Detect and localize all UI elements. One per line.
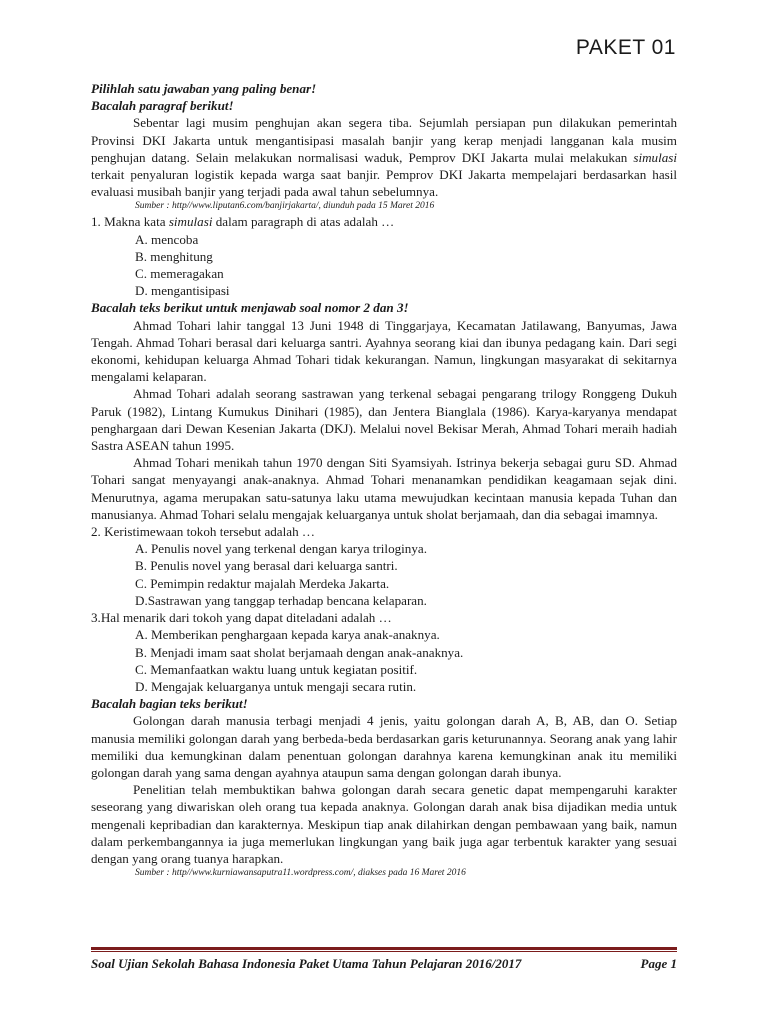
footer-divider-thin [91, 951, 677, 952]
q2-option-a: A. Penulis novel yang terkenal dengan karya triloginya. [135, 541, 427, 557]
paragraph-text: terkait penyaluran logistik kepada warga saat banjir. Pemprov DKI Jakarta mempelajari berdasarkan hasil evaluasi musibah banjir yang terjadi pada awal tahun sebelumnya. [91, 167, 677, 200]
exam-content [91, 80, 677, 880]
question-1 [91, 213, 677, 230]
q3-option-b: B. Menjadi imam saat sholat berjamaah dengan anak-anaknya. [135, 644, 464, 660]
page-number: Page 1 [640, 956, 677, 971]
section1-paragraph [91, 114, 677, 200]
q1-option-a: A. mencoba [135, 231, 199, 247]
q1-option-d: D. mengantisipasi [135, 283, 230, 299]
section2-paragraph-1: Ahmad Tohari lahir tanggal 13 Juni 1948 di Tinggarjaya, Kecamatan Jatilawang, Banyumas, Jawa Tengah. Ahmad Tohari berasal dari keluarga santri. Ayahnya seorang kiai dan ibunya pedagang kain. Dari segi ekonomi, kehidupan keluarga Ahmad Tohari tidak kekurangan. Namun, lingkungan masyarakat di sekitarnya mengalami kelaparan. [91, 317, 677, 385]
paragraph-italic-word: simulasi [633, 149, 677, 165]
q2-option-c: C. Pemimpin redaktur majalah Merdeka Jakarta. [135, 575, 390, 591]
section2-paragraph-3: Ahmad Tohari menikah tahun 1970 dengan Siti Syamsiyah. Istrinya bekerja sebagai guru SD. Ahmad Tohari sangat menyayangi anak-anaknya. Ahmad Tohari menanamkan pendidikan keagamaan sejak dini. Menurutnya, agama merupakan satu-satunya laku utama mewujudkan kecintaan manusia kepada Tuhan dan manusianya. Ahmad Tohari selalu mengajak keluarganya untuk sholat berjamaah, dan dia sebagai imamnya. [91, 455, 677, 522]
section3-paragraph-2: Penelitian telah membuktikan bahwa golongan darah secara genetic dapat mempengaruhi karakter seseorang yang diwariskan oleh orang tua kepada anaknya. Golongan darah anak bisa dijadikan media untuk mengenali kepribadian dan karakternya. Meskipun tiap anak dilahirkan dengan pembawaan yang baik, namun dalam perkembangannya ia juga memerlukan lingkungan yang baik juga agar terbentuk karakter yang sesuai dengan yang orang tuanya harapkan. [91, 782, 677, 866]
q3-option-a: A. Memberikan penghargaan kepada karya anak-anaknya. [135, 627, 440, 643]
footer-divider [91, 947, 677, 950]
section3-heading: Bacalah bagian teks berikut! [91, 696, 248, 712]
page-footer [91, 956, 677, 972]
question-3: 3.Hal menarik dari tokoh yang dapat diteladani adalah … [91, 610, 392, 626]
section1-source: Sumber : http//www.liputan6.com/banjirjakarta/, diunduh pada 15 Maret 2016 [135, 201, 435, 212]
instruction: Pilihlah satu jawaban yang paling benar! [91, 81, 317, 96]
paragraph-text: Sebentar lagi musim penghujan akan segera tiba. Sejumlah persiapan pun dilakukan pemerintah Provinsi DKI Jakarta untuk mengantisipasi masalah banjir yang kerap menjadi langganan kala musim penghujan datang. Selain melakukan normalisasi waduk, Pemprov DKI Jakarta mulai melakukan [91, 115, 677, 165]
q3-option-d: D. Mengajak keluarganya untuk mengaji secara rutin. [135, 678, 417, 694]
q2-option-d: D.Sastrawan yang tanggap terhadap bencana kelaparan. [135, 592, 427, 608]
question-text: dalam paragraph di atas adalah … [212, 214, 395, 230]
q3-option-c: C. Memanfaatkan waktu luang untuk kegiatan positif. [135, 661, 418, 677]
question-2: 2. Keristimewaan tokoh tersebut adalah … [91, 524, 315, 540]
section2-paragraph-2: Ahmad Tohari adalah seorang sastrawan yang terkenal sebagai pengarang trilogy Ronggeng Dukuh Paruk (1982), Lintang Kumukus Dinihari (1985), dan Jentera Bianglala (1986). Karya-karyanya mendapat penghargaan dari Dewan Kesenian Jakarta (DKJ). Melalui novel Bekisar Merah, Ahmad Tohari meraih hadiah Sastra ASEAN tahun 1995. [91, 386, 677, 454]
paket-label: PAKET 01 [575, 36, 676, 59]
question-text: 1. Makna kata [91, 214, 169, 230]
question-italic-word: simulasi [168, 214, 213, 230]
section1-heading: Bacalah paragraf berikut! [91, 98, 234, 114]
section3-source: Sumber : http//www.kurniawansaputra11.wordpress.com/, diakses pada 16 Maret 2016 [135, 868, 466, 879]
q2-option-b: B. Penulis novel yang berasal dari keluarga santri. [135, 558, 398, 574]
footer-title: Soal Ujian Sekolah Bahasa Indonesia Paket Utama Tahun Pelajaran 2016/2017 [91, 956, 522, 971]
section3-paragraph-1: Golongan darah manusia terbagi menjadi 4 jenis, yaitu golongan darah A, B, AB, dan O. Setiap manusia memiliki golongan darah yang berbeda-beda berdasarkan garis keturunannya. Seorang anak yang lahir memiliki dua kemungkinan dalam penentuan golongan darahnya karena kemungkinan anak itu memiliki golongan darah yang sama dengan ayahnya ataupun sama dengan golongan darah ibunya. [91, 713, 677, 780]
section2-heading: Bacalah teks berikut untuk menjawab soal nomor 2 dan 3! [91, 300, 409, 316]
q1-option-c: C. memeragakan [135, 266, 224, 282]
q1-option-b: B. menghitung [135, 248, 213, 264]
